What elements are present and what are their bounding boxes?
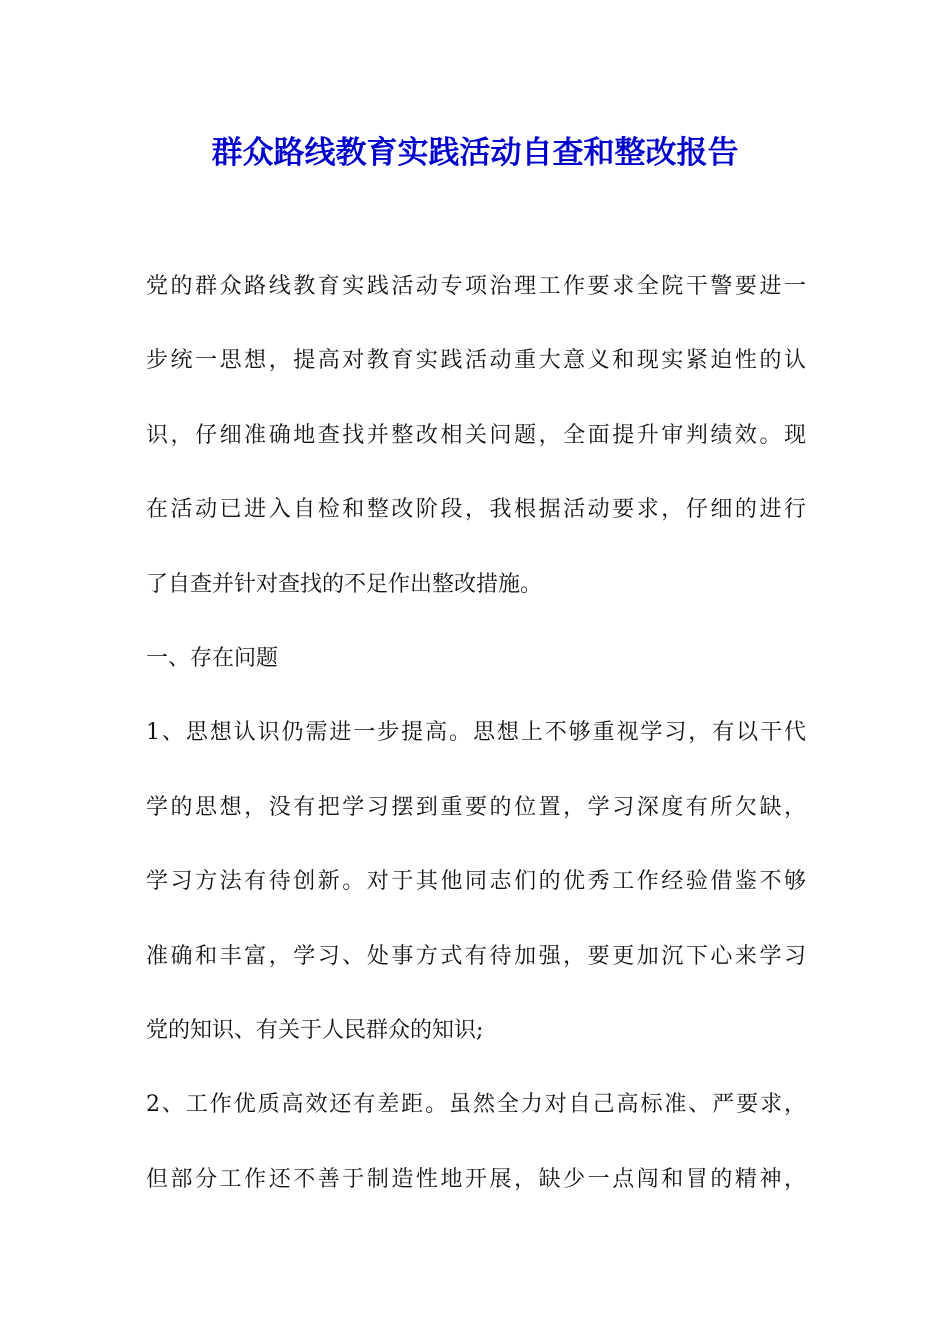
body-line: 了自查并针对查找的不足作出整改措施。 bbox=[146, 571, 543, 597]
body-line: 在活动已进入自检和整改阶段，我根据活动要求，仔细的进行 bbox=[146, 497, 806, 523]
body-line: 准确和丰富，学习、处事方式有待加强，要更加沉下心来学习 bbox=[146, 943, 806, 969]
body-line: 学的思想，没有把学习摆到重要的位置，学习深度有所欠缺， bbox=[146, 794, 806, 820]
body-line: 1、思想认识仍需进一步提高。思想上不够重视学习，有以干代 bbox=[146, 720, 806, 746]
body-line: 学习方法有待创新。对于其他同志们的优秀工作经验借鉴不够 bbox=[146, 869, 806, 895]
document-title: 群众路线教育实践活动自查和整改报告 bbox=[211, 135, 739, 171]
body-line: 党的群众路线教育实践活动专项治理工作要求全院干警要进一 bbox=[146, 274, 806, 299]
body-line: 2、工作优质高效还有差距。虽然全力对自己高标准、严要求， bbox=[146, 1092, 806, 1118]
body-line: 党的知识、有关于人民群众的知识; bbox=[146, 1017, 484, 1043]
body-line: 识，仔细准确地查找并整改相关问题，全面提升审判绩效。现 bbox=[146, 422, 806, 448]
document-body bbox=[146, 262, 806, 1229]
body-line: 一、存在问题 bbox=[146, 645, 279, 671]
body-line: 但部分工作还不善于制造性地开展，缺少一点闯和冒的精神， bbox=[146, 1166, 806, 1192]
body-line: 步统一思想，提高对教育实践活动重大意义和现实紧迫性的认 bbox=[146, 348, 806, 374]
